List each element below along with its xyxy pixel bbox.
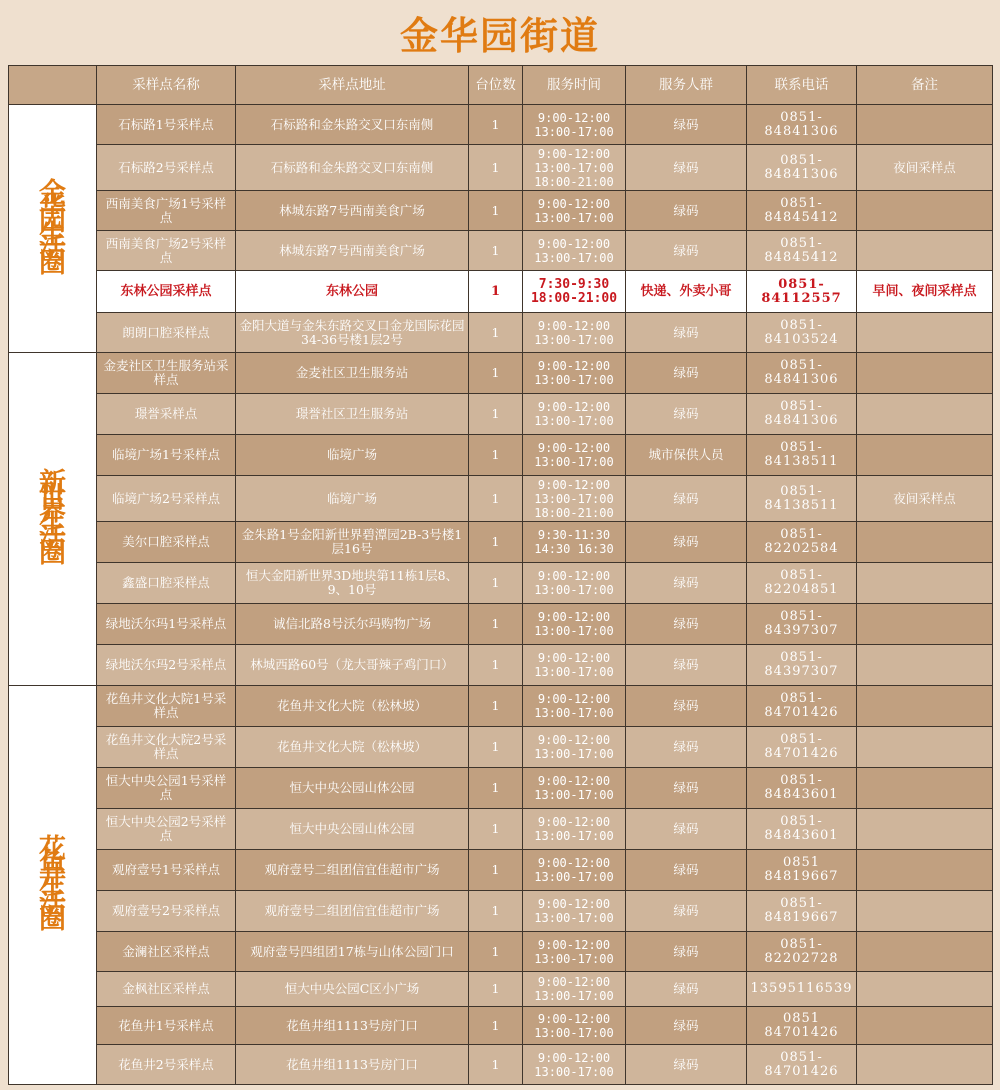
cell-count: 1 xyxy=(469,435,523,476)
table-row xyxy=(9,145,993,191)
cell-name: 绿地沃尔玛1号采样点 xyxy=(97,604,236,645)
table-row xyxy=(9,522,993,563)
cell-note xyxy=(857,563,993,604)
cell-address: 恒大金阳新世界3D地块第11栋1层8、9、10号 xyxy=(236,563,469,604)
cell-time: 9:00-12:00 13:00-17:00 xyxy=(523,891,626,932)
cell-crowd: 绿码 xyxy=(626,394,747,435)
cell-crowd: 绿码 xyxy=(626,809,747,850)
cell-count: 1 xyxy=(469,105,523,145)
cell-phone[interactable]: 0851- 82202728 xyxy=(747,932,857,972)
group-label-text: 新世界生活圈 xyxy=(39,468,66,569)
header-cell: 联系电话 xyxy=(747,66,857,105)
table-row xyxy=(9,972,993,1007)
cell-phone[interactable]: 0851- 84841306 xyxy=(747,394,857,435)
cell-crowd: 绿码 xyxy=(626,1007,747,1045)
cell-note xyxy=(857,313,993,353)
cell-phone[interactable]: 0851- 84701426 xyxy=(747,727,857,768)
cell-name: 花鱼井2号采样点 xyxy=(97,1045,236,1085)
cell-note xyxy=(857,191,993,231)
table-row xyxy=(9,727,993,768)
cell-phone[interactable]: 0851- 82202584 xyxy=(747,522,857,563)
cell-count: 1 xyxy=(469,145,523,191)
cell-note xyxy=(857,645,993,686)
cell-note xyxy=(857,972,993,1007)
cell-address: 金朱路1号金阳新世界碧潭园2B-3号楼1层16号 xyxy=(236,522,469,563)
cell-name: 花鱼井1号采样点 xyxy=(97,1007,236,1045)
cell-time: 9:00-12:00 13:00-17:00 xyxy=(523,850,626,891)
cell-count: 1 xyxy=(469,727,523,768)
cell-time: 9:00-12:00 13:00-17:00 xyxy=(523,604,626,645)
cell-count: 1 xyxy=(469,231,523,271)
cell-address: 花鱼井组1113号房门口 xyxy=(236,1045,469,1085)
cell-note xyxy=(857,850,993,891)
cell-time: 9:00-12:00 13:00-17:00 xyxy=(523,313,626,353)
cell-note xyxy=(857,435,993,476)
table-row xyxy=(9,768,993,809)
cell-phone[interactable]: 0851- 84397307 xyxy=(747,604,857,645)
cell-time: 9:00-12:00 13:00-17:00 xyxy=(523,972,626,1007)
cell-count: 1 xyxy=(469,645,523,686)
cell-phone[interactable]: 0851- 84841306 xyxy=(747,145,857,191)
cell-name: 观府壹号1号采样点 xyxy=(97,850,236,891)
cell-address: 石标路和金朱路交叉口东南侧 xyxy=(236,145,469,191)
cell-crowd: 绿码 xyxy=(626,313,747,353)
cell-name: 东林公园采样点 xyxy=(97,271,236,313)
cell-name: 石标路1号采样点 xyxy=(97,105,236,145)
cell-name: 观府壹号2号采样点 xyxy=(97,891,236,932)
cell-time: 9:00-12:00 13:00-17:00 xyxy=(523,105,626,145)
cell-address: 诚信北路8号沃尔玛购物广场 xyxy=(236,604,469,645)
table-row xyxy=(9,476,993,522)
cell-note xyxy=(857,891,993,932)
cell-name: 花鱼井文化大院2号采样点 xyxy=(97,727,236,768)
cell-time: 9:00-12:00 13:00-17:00 xyxy=(523,1007,626,1045)
cell-note xyxy=(857,1045,993,1085)
cell-phone[interactable]: 0851- 84845412 xyxy=(747,231,857,271)
cell-time: 9:00-12:00 13:00-17:00 xyxy=(523,809,626,850)
cell-crowd: 绿码 xyxy=(626,972,747,1007)
cell-count: 1 xyxy=(469,191,523,231)
header-row xyxy=(9,66,993,105)
cell-crowd: 绿码 xyxy=(626,686,747,727)
cell-count: 1 xyxy=(469,850,523,891)
cell-crowd: 绿码 xyxy=(626,727,747,768)
group-label-text: 金华园生活圈 xyxy=(39,177,66,279)
cell-time: 9:00-12:00 13:00-17:00 xyxy=(523,191,626,231)
cell-crowd: 城市保供人员 xyxy=(626,435,747,476)
cell-phone[interactable]: 0851- 84701426 xyxy=(747,1045,857,1085)
header-cell: 备注 xyxy=(857,66,993,105)
cell-crowd: 绿码 xyxy=(626,145,747,191)
cell-address: 林城西路60号（龙大哥辣子鸡门口） xyxy=(236,645,469,686)
cell-name: 鑫盛口腔采样点 xyxy=(97,563,236,604)
cell-time: 9:00-12:00 13:00-17:00 xyxy=(523,727,626,768)
cell-name: 西南美食广场1号采样点 xyxy=(97,191,236,231)
header-cell: 采样点名称 xyxy=(97,66,236,105)
cell-time: 7:30-9:30 18:00-21:00 xyxy=(523,271,626,313)
cell-time: 9:00-12:00 13:00-17:00 xyxy=(523,686,626,727)
cell-crowd: 绿码 xyxy=(626,850,747,891)
cell-crowd: 绿码 xyxy=(626,231,747,271)
group-label xyxy=(9,686,97,1085)
group-label xyxy=(9,353,97,686)
cell-address: 林城东路7号西南美食广场 xyxy=(236,231,469,271)
cell-phone[interactable]: 0851 84819667 xyxy=(747,850,857,891)
table-body xyxy=(9,105,993,1085)
cell-name: 金枫社区采样点 xyxy=(97,972,236,1007)
cell-address: 观府壹号二组团信宜佳超市广场 xyxy=(236,850,469,891)
cell-note xyxy=(857,353,993,394)
cell-phone[interactable]: 0851- 84843601 xyxy=(747,809,857,850)
table-row xyxy=(9,105,993,145)
cell-note xyxy=(857,768,993,809)
cell-count: 1 xyxy=(469,476,523,522)
cell-count: 1 xyxy=(469,522,523,563)
cell-time: 9:00-12:00 13:00-17:00 xyxy=(523,645,626,686)
cell-count: 1 xyxy=(469,1045,523,1085)
cell-note xyxy=(857,932,993,972)
cell-count: 1 xyxy=(469,604,523,645)
cell-address: 花鱼井组1113号房门口 xyxy=(236,1007,469,1045)
cell-phone[interactable]: 13595116539 xyxy=(747,972,857,1007)
cell-phone[interactable]: 0851- 84701426 xyxy=(747,686,857,727)
cell-phone[interactable]: 0851- 84841306 xyxy=(747,353,857,394)
cell-note xyxy=(857,1007,993,1045)
cell-crowd: 绿码 xyxy=(626,932,747,972)
cell-note: 早间、夜间采样点 xyxy=(857,271,993,313)
cell-crowd: 绿码 xyxy=(626,1045,747,1085)
cell-time: 9:00-12:00 13:00-17:00 18:00-21:00 xyxy=(523,145,626,191)
cell-name: 金麦社区卫生服务站采样点 xyxy=(97,353,236,394)
cell-count: 1 xyxy=(469,1007,523,1045)
table-row xyxy=(9,686,993,727)
cell-name: 绿地沃尔玛2号采样点 xyxy=(97,645,236,686)
header-blank xyxy=(9,66,97,105)
table-row xyxy=(9,850,993,891)
table-row xyxy=(9,313,993,353)
header-cell: 服务人群 xyxy=(626,66,747,105)
cell-address: 花鱼井文化大院（松林坡） xyxy=(236,727,469,768)
cell-crowd: 绿码 xyxy=(626,604,747,645)
cell-time: 9:00-12:00 13:00-17:00 xyxy=(523,932,626,972)
cell-name: 朗朗口腔采样点 xyxy=(97,313,236,353)
cell-note: 夜间采样点 xyxy=(857,145,993,191)
cell-count: 1 xyxy=(469,972,523,1007)
cell-name: 金澜社区采样点 xyxy=(97,932,236,972)
table-row xyxy=(9,231,993,271)
table-row xyxy=(9,563,993,604)
cell-time: 9:00-12:00 13:00-17:00 xyxy=(523,768,626,809)
cell-count: 1 xyxy=(469,563,523,604)
cell-name: 恒大中央公园1号采样点 xyxy=(97,768,236,809)
cell-time: 9:00-12:00 13:00-17:00 xyxy=(523,353,626,394)
cell-count: 1 xyxy=(469,768,523,809)
cell-count: 1 xyxy=(469,686,523,727)
cell-count: 1 xyxy=(469,271,523,313)
header-cell: 服务时间 xyxy=(523,66,626,105)
cell-name: 西南美食广场2号采样点 xyxy=(97,231,236,271)
cell-crowd: 绿码 xyxy=(626,768,747,809)
cell-phone[interactable]: 0851- 84819667 xyxy=(747,891,857,932)
table-row xyxy=(9,645,993,686)
cell-address: 恒大中央公园山体公园 xyxy=(236,809,469,850)
cell-address: 恒大中央公园C区小广场 xyxy=(236,972,469,1007)
cell-name: 花鱼井文化大院1号采样点 xyxy=(97,686,236,727)
cell-address: 恒大中央公园山体公园 xyxy=(236,768,469,809)
cell-address: 东林公园 xyxy=(236,271,469,313)
group-label-text: 花鱼井生活圈 xyxy=(39,834,66,935)
cell-time: 9:30-11:30 14:30 16:30 xyxy=(523,522,626,563)
header-cell: 采样点地址 xyxy=(236,66,469,105)
cell-address: 璟誉社区卫生服务站 xyxy=(236,394,469,435)
cell-address: 观府壹号二组团信宜佳超市广场 xyxy=(236,891,469,932)
cell-phone[interactable]: 0851 84701426 xyxy=(747,1007,857,1045)
table-row xyxy=(9,394,993,435)
cell-phone[interactable]: 0851- 82204851 xyxy=(747,563,857,604)
cell-time: 9:00-12:00 13:00-17:00 xyxy=(523,1045,626,1085)
table-row xyxy=(9,1007,993,1045)
cell-crowd: 绿码 xyxy=(626,476,747,522)
page-title: 金华园街道 xyxy=(399,13,600,58)
cell-count: 1 xyxy=(469,313,523,353)
cell-note xyxy=(857,604,993,645)
cell-crowd: 绿码 xyxy=(626,522,747,563)
cell-address: 观府壹号四组团17栋与山体公园门口 xyxy=(236,932,469,972)
cell-name: 临境广场2号采样点 xyxy=(97,476,236,522)
table-row xyxy=(9,809,993,850)
cell-note: 夜间采样点 xyxy=(857,476,993,522)
cell-crowd: 绿码 xyxy=(626,563,747,604)
cell-note xyxy=(857,394,993,435)
cell-phone[interactable]: 0851- 84841306 xyxy=(747,105,857,145)
cell-phone[interactable]: 0851- 84112557 xyxy=(747,271,857,313)
table-row xyxy=(9,435,993,476)
cell-count: 1 xyxy=(469,353,523,394)
cell-crowd: 绿码 xyxy=(626,891,747,932)
cell-crowd: 绿码 xyxy=(626,105,747,145)
table-row xyxy=(9,604,993,645)
cell-address: 林城东路7号西南美食广场 xyxy=(236,191,469,231)
header-cell: 台位数 xyxy=(469,66,523,105)
cell-note xyxy=(857,105,993,145)
cell-crowd: 绿码 xyxy=(626,353,747,394)
table-row xyxy=(9,353,993,394)
cell-note xyxy=(857,809,993,850)
cell-name: 美尔口腔采样点 xyxy=(97,522,236,563)
sampling-table xyxy=(8,65,993,1085)
cell-crowd: 快递、外卖小哥 xyxy=(626,271,747,313)
cell-name: 恒大中央公园2号采样点 xyxy=(97,809,236,850)
cell-address: 金麦社区卫生服务站 xyxy=(236,353,469,394)
cell-phone[interactable]: 0851- 84845412 xyxy=(747,191,857,231)
cell-time: 9:00-12:00 13:00-17:00 18:00-21:00 xyxy=(523,476,626,522)
cell-name: 石标路2号采样点 xyxy=(97,145,236,191)
table-row xyxy=(9,271,993,313)
cell-phone[interactable]: 0851- 84843601 xyxy=(747,768,857,809)
cell-count: 1 xyxy=(469,394,523,435)
group-label xyxy=(9,105,97,353)
cell-phone[interactable]: 0851- 84397307 xyxy=(747,645,857,686)
cell-phone[interactable]: 0851- 84103524 xyxy=(747,313,857,353)
cell-address: 石标路和金朱路交叉口东南侧 xyxy=(236,105,469,145)
cell-phone[interactable]: 0851- 84138511 xyxy=(747,435,857,476)
cell-time: 9:00-12:00 13:00-17:00 xyxy=(523,435,626,476)
cell-count: 1 xyxy=(469,891,523,932)
cell-note xyxy=(857,727,993,768)
cell-note xyxy=(857,522,993,563)
cell-note xyxy=(857,686,993,727)
cell-name: 临境广场1号采样点 xyxy=(97,435,236,476)
cell-name: 璟誉采样点 xyxy=(97,394,236,435)
cell-time: 9:00-12:00 13:00-17:00 xyxy=(523,563,626,604)
cell-address: 临境广场 xyxy=(236,435,469,476)
cell-address: 花鱼井文化大院（松林坡） xyxy=(236,686,469,727)
cell-note xyxy=(857,231,993,271)
cell-address: 临境广场 xyxy=(236,476,469,522)
cell-crowd: 绿码 xyxy=(626,191,747,231)
cell-address: 金阳大道与金朱东路交叉口金龙国际花园34-36号楼1层2号 xyxy=(236,313,469,353)
table-row xyxy=(9,1045,993,1085)
cell-phone[interactable]: 0851- 84138511 xyxy=(747,476,857,522)
cell-time: 9:00-12:00 13:00-17:00 xyxy=(523,231,626,271)
cell-crowd: 绿码 xyxy=(626,645,747,686)
cell-count: 1 xyxy=(469,932,523,972)
cell-time: 9:00-12:00 13:00-17:00 xyxy=(523,394,626,435)
table-row xyxy=(9,191,993,231)
cell-count: 1 xyxy=(469,809,523,850)
table-row xyxy=(9,932,993,972)
table-row xyxy=(9,891,993,932)
